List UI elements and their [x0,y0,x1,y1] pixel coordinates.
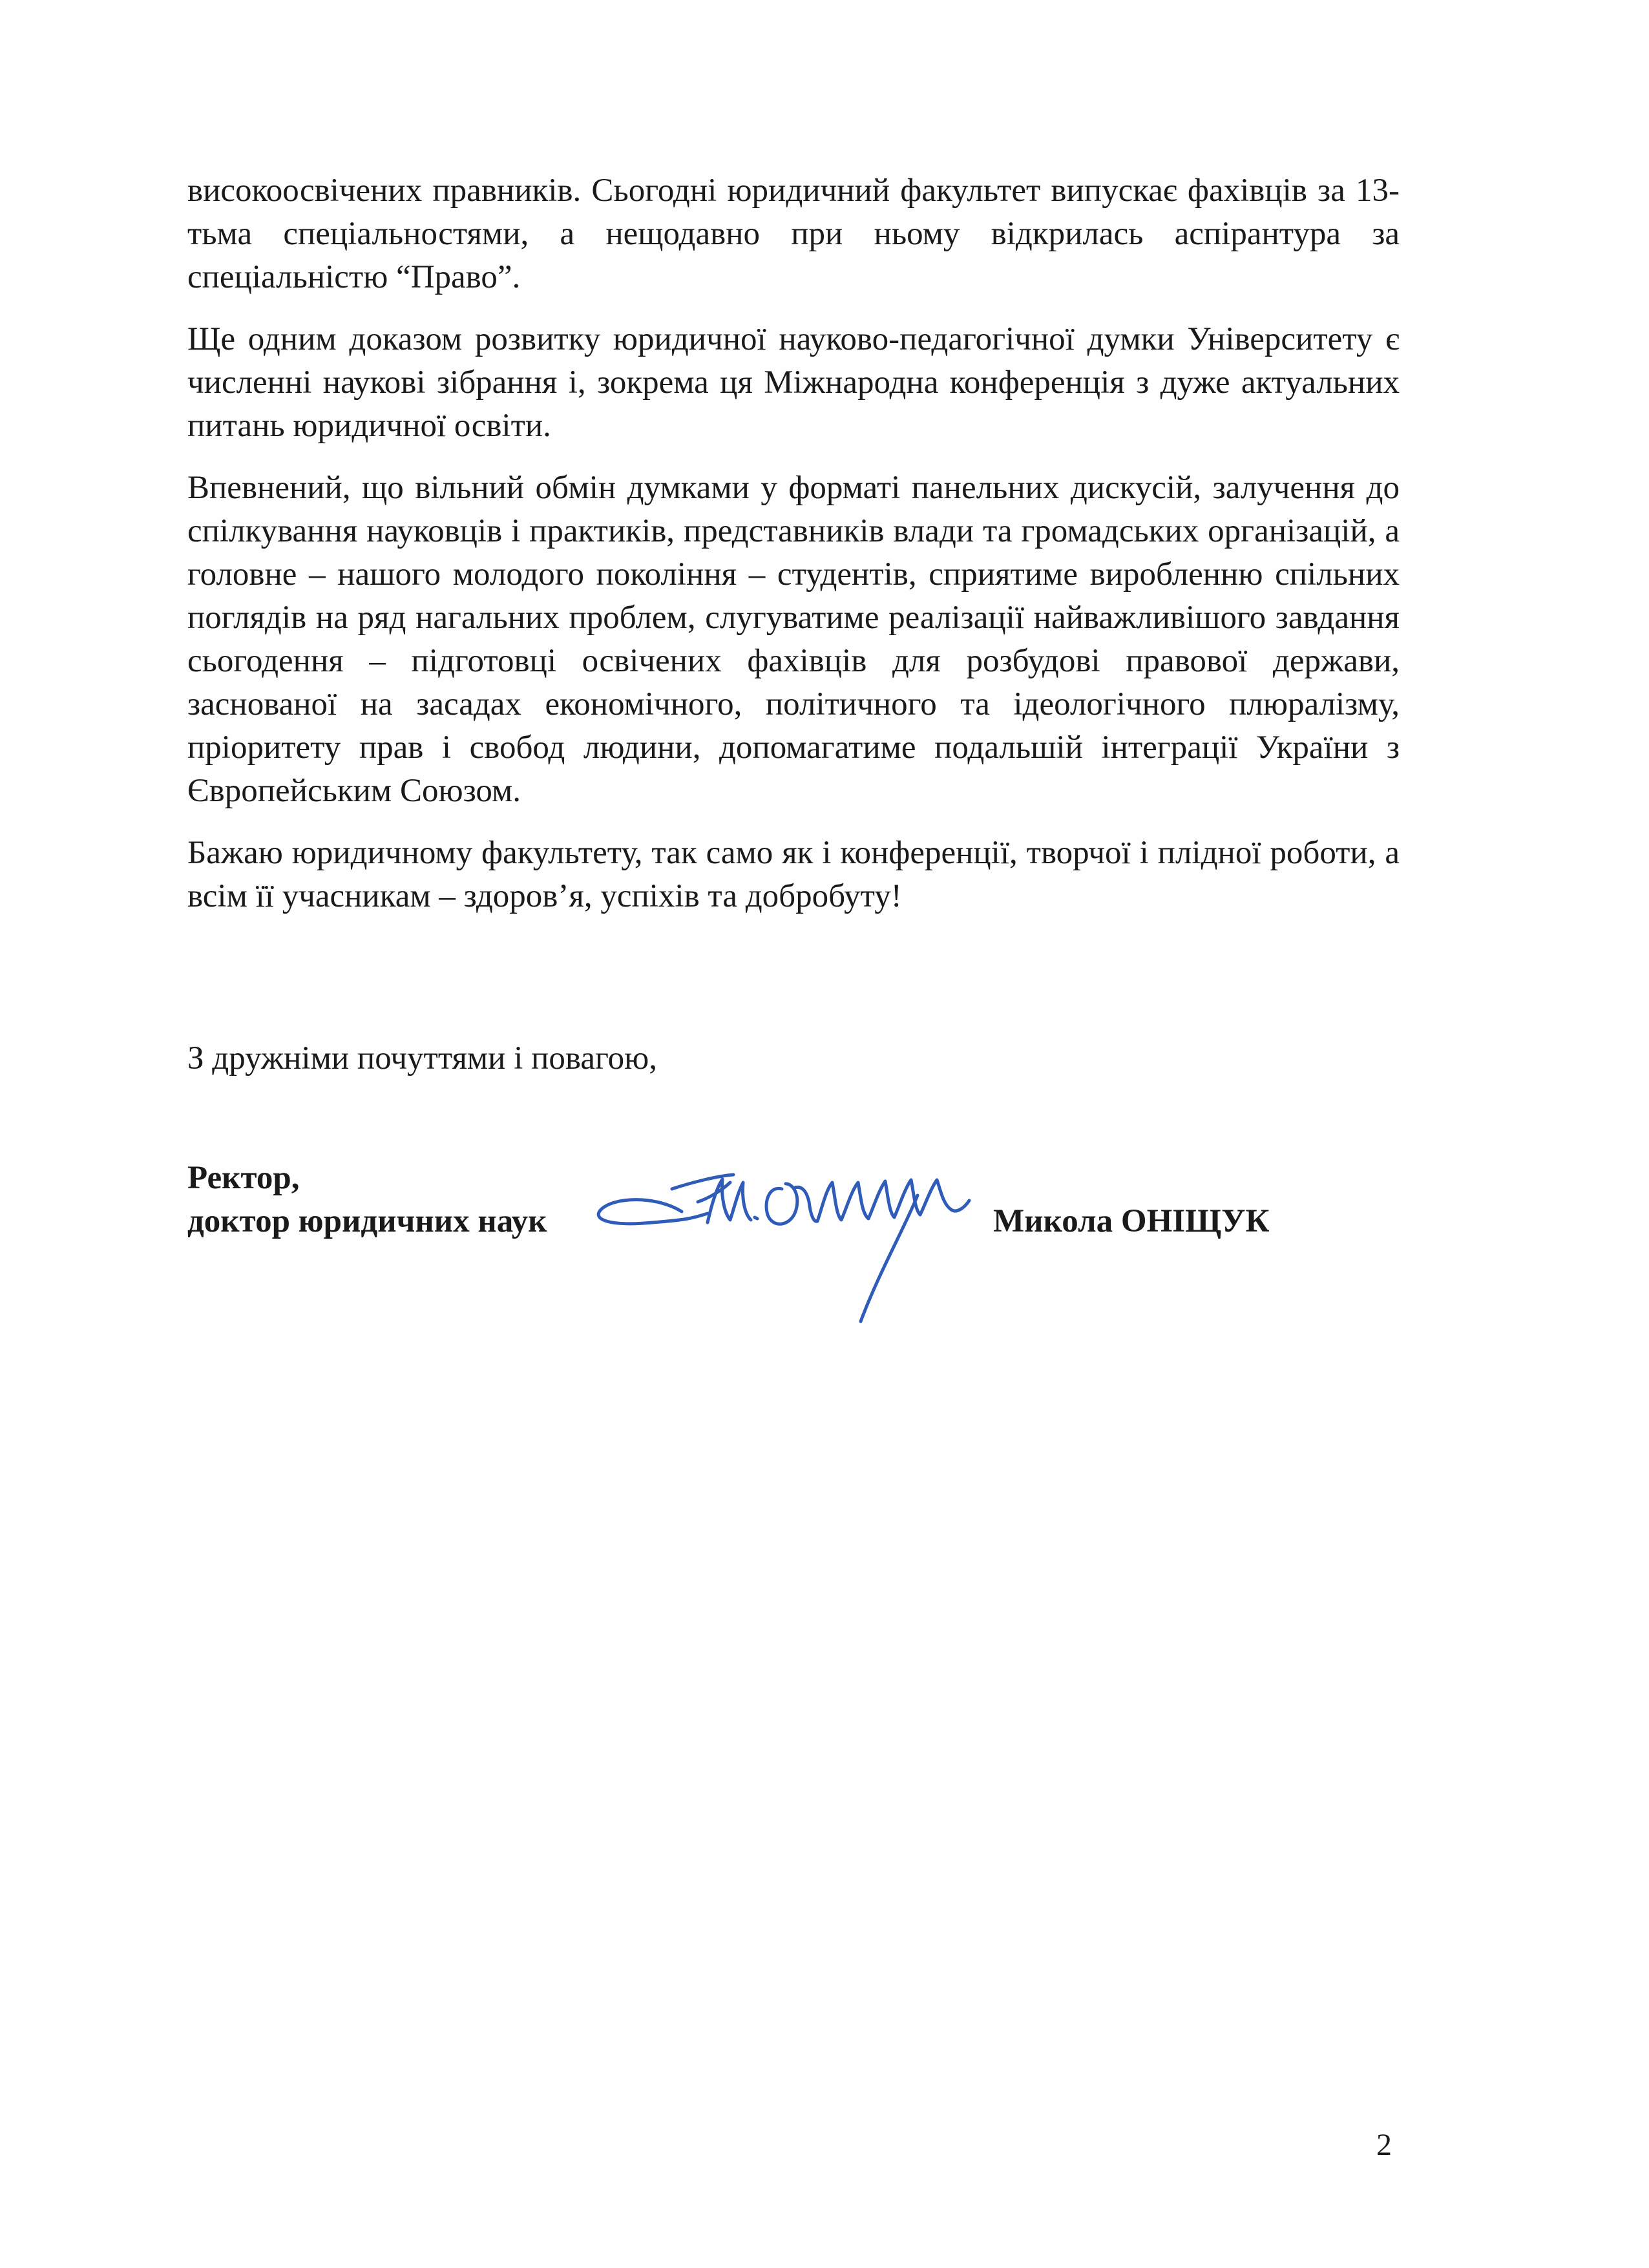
page-number: 2 [1376,2128,1392,2162]
paragraph-wishes: Бажаю юридичному факультету, так само як і конференції, творчої і плідної роботи, а всім її учасникам – здоров’я, успіхів та добробуту! [187,835,1400,914]
signatory-degree: доктор юридичних наук [187,1203,547,1239]
paragraph-conference: Ще одним доказом розвитку юридичної науково-педагогічної думки Університету є численні наукові зібрання і, зокрема ця Міжнародна конференція з дуже актуальних питань юридичної освіти. [187,321,1400,444]
signatory-name: Микола ОНІЩУК [993,1203,1270,1239]
handwritten-signature [594,1150,1060,1331]
signatory-title: Ректор, [187,1160,300,1196]
paragraph-exchange: Впевнений, що вільний обмін думками у форматі панельних дискусій, залучення до спілкування науковців і практиків, представників влади та громадських організацій, а головне – нашого молодого покоління – студентів, сприятиме виробленню спільних поглядів на ряд нагальних проблем, слугуватиме реалізації найважливішого завдання сьогодення – підготовці освічених фахівців для розбудові правової держави, заснованої на засадах економічного, політичного та ідеологічного плюралізму, пріоритету прав і свобод людини, допомагатиме подальшій інтеграції України з Європейським Союзом. [187,470,1400,809]
closing-salutation: З дружніми почуттями і повагою, [187,1040,657,1076]
paragraph-graduates: високоосвічених правників. Сьогодні юридичний факультет випускає фахівців за 13-тьма спеціальностями, а нещодавно при ньому відкрилась аспірантура за спеціальністю “Право”. [187,173,1400,295]
letter-body [187,169,1400,918]
